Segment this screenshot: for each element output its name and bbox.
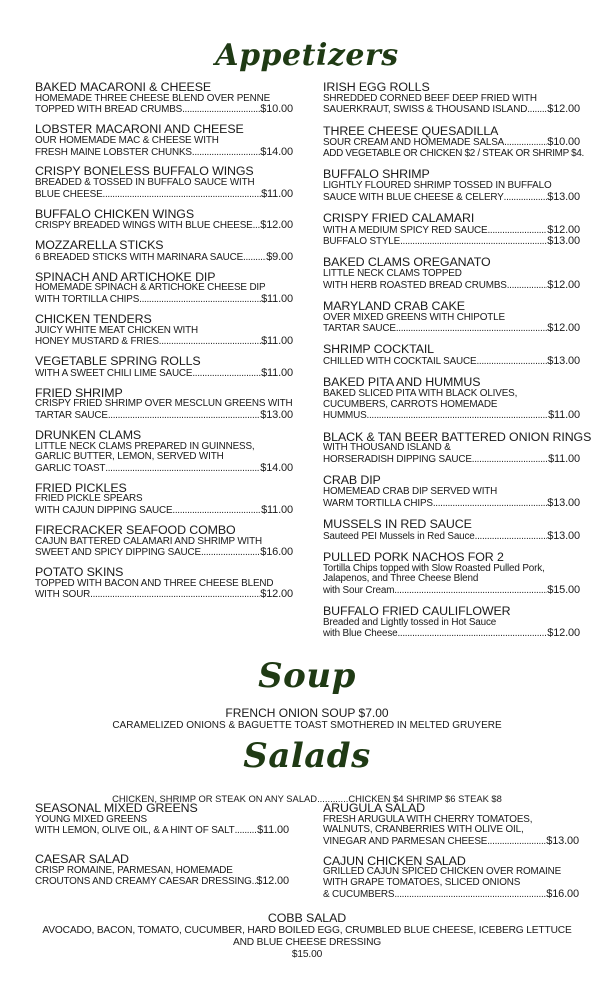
menu-item	[35, 271, 293, 306]
menu-item-description: YOUNG MIXED GREENS	[35, 813, 147, 825]
menu-item	[323, 551, 580, 597]
menu-item-name: LOBSTER MACARONI AND CHEESE	[35, 122, 244, 137]
menu-item-price: $12.00	[547, 278, 580, 291]
menu-item-name: CAESAR SALAD	[35, 851, 129, 866]
menu-item-price: $15.00	[547, 583, 580, 596]
menu-item-description: SWEET AND SPICY DIPPING SAUCE	[35, 547, 201, 559]
french-onion-soup: FRENCH ONION SOUP $7.00	[225, 706, 389, 720]
menu-item-price: $12.00	[260, 219, 293, 232]
menu-item	[35, 387, 293, 422]
dot-leader	[487, 837, 546, 848]
salad-addon-dots: ............	[317, 793, 349, 804]
menu-item-price: $12.00	[260, 588, 293, 601]
menu-item-description: BAKED SLICED PITA WITH BLACK OLIVES,	[323, 388, 518, 400]
menu-item-name: BAKED MACARONI & CHEESE	[35, 80, 212, 94]
menu-item	[323, 429, 592, 466]
menu-item-description: WITH THOUSAND ISLAND &	[323, 442, 451, 454]
menu-item-description: CRISP ROMAINE, PARMESAN, HOMEMADE	[35, 864, 233, 876]
menu-item-price-line	[323, 236, 580, 248]
dot-leader	[394, 586, 547, 597]
menu-item-price: $16.00	[260, 546, 293, 559]
menu-item-name: BUFFALO CHICKEN WINGS	[35, 206, 194, 221]
menu-item-price-line	[323, 104, 580, 116]
menu-item	[35, 123, 293, 158]
menu-item-price: $16.00	[546, 887, 579, 900]
menu-item-description: WITH GRAPE TOMATOES, SLICED ONIONS	[323, 876, 521, 888]
menu-item-name: BUFFALO SHRIMP	[323, 167, 430, 182]
menu-item	[323, 256, 580, 291]
menu-item-description: OVER MIXED GREENS WITH CHIPOTLE	[323, 311, 505, 323]
appetizers-left-column	[35, 81, 293, 608]
menu-item-description: LITTLE NECK CLAMS TOPPED	[323, 268, 462, 280]
dot-leader	[507, 281, 548, 292]
menu-item-description: WALNUTS, CRANBERRIES WITH OLIVE OIL,	[323, 824, 524, 836]
menu-item-price: $13.00	[547, 355, 580, 368]
menu-item-description: GRILLED CAJUN SPICED CHICKEN OVER ROMAINE	[323, 866, 562, 878]
menu-item-description: JUICY WHITE MEAT CHICKEN WITH	[35, 324, 198, 336]
menu-item-name: FRIED SHRIMP	[35, 385, 123, 400]
menu-item-price: $10.00	[547, 136, 580, 149]
menu-item-name: POTATO SKINS	[35, 564, 124, 579]
menu-item-price: $12.00	[547, 627, 580, 640]
menu-item-description: with Sour Cream	[323, 584, 395, 596]
menu-item-description: BLUE CHEESE	[35, 188, 103, 200]
menu-item-name: MARYLAND CRAB CAKE	[323, 298, 465, 313]
menu-item-name: CAJUN CHICKEN SALAD	[323, 853, 466, 868]
menu-item	[323, 474, 580, 509]
menu-item	[35, 429, 293, 475]
menu-item-price: $12.00	[256, 875, 289, 888]
menu-item-description: CAJUN BATTERED CALAMARI AND SHRIMP WITH	[35, 535, 262, 547]
menu-item-price-line	[35, 825, 289, 837]
menu-item-price: $11.00	[261, 503, 293, 516]
salads-left-column	[35, 802, 289, 888]
dot-leader	[253, 221, 261, 232]
menu-item-price-line	[35, 220, 293, 232]
menu-item-description: WITH TORTILLA CHIPS	[35, 294, 140, 306]
menu-item	[35, 208, 293, 232]
menu-item-price: $12.00	[547, 223, 580, 236]
menu-item-description: CRISPY FRIED SHRIMP OVER MESCLUN GREENS WITH	[35, 398, 293, 410]
menu-item-description: TOPPED WITH BREAD CRUMBS	[35, 104, 183, 116]
menu-item-price: $10.00	[260, 103, 293, 116]
menu-item-price-line	[323, 531, 580, 543]
dot-leader	[527, 105, 547, 116]
menu-item-price-line	[323, 454, 580, 466]
menu-item-description: WITH LEMON, OLIVE OIL, & A HINT OF SALT	[35, 825, 235, 837]
menu-item-description: WITH A SWEET CHILI LIME SAUCE	[35, 367, 193, 379]
menu-item-price-line	[323, 836, 579, 848]
menu-item	[323, 123, 584, 160]
salad-addon-prefix: CHICKEN, SHRIMP OR STEAK ON ANY SALAD	[112, 793, 318, 804]
menu-item-addon-note: ADD VEGETABLE OR CHICKEN $2 / STEAK OR SHRIMP $4.	[323, 147, 584, 159]
menu-item-description: LITTLE NECK CLAMS PREPARED IN GUINNESS,	[35, 440, 255, 452]
menu-item-price-line	[323, 323, 580, 335]
menu-item-description: TARTAR SAUCE	[35, 409, 108, 421]
menu-item-price-line	[35, 505, 293, 517]
cobb-salad-name: COBB SALAD	[267, 911, 347, 925]
menu-item	[35, 482, 293, 517]
menu-item-description: Breaded and Lightly tossed in Hot Sauce	[323, 616, 497, 628]
menu-item-price-line	[35, 147, 293, 159]
menu-item-price-line	[323, 225, 580, 237]
menu-item-description: SAUERKRAUT, SWISS & THOUSAND ISLAND	[323, 104, 528, 116]
menu-item-description: SAUCE WITH BLUE CHEESE & CELERY	[323, 191, 504, 203]
dot-leader	[476, 357, 547, 368]
dot-leader	[103, 190, 262, 201]
menu-item-description: FRESH MAINE LOBSTER CHUNKS	[35, 146, 192, 158]
dot-leader	[192, 369, 261, 380]
menu-item-description: SHREDDED CORNED BEEF DEEP FRIED WITH	[323, 92, 537, 104]
menu-item	[323, 605, 580, 640]
menu-item-name: BAKED CLAMS OREGANATO	[323, 255, 491, 270]
menu-item-name: SPINACH AND ARTICHOKE DIP	[35, 269, 216, 284]
menu-item-price-line	[35, 876, 289, 888]
menu-item-description: FRESH ARUGULA WITH CHERRY TOMATOES,	[323, 813, 533, 825]
menu-item-description: with Blue Cheese	[323, 628, 398, 640]
menu-item	[35, 313, 293, 348]
soup-section	[0, 706, 614, 732]
menu-item-name: SHRIMP COCKTAIL	[323, 342, 434, 357]
menu-item	[35, 239, 293, 263]
menu-item	[35, 853, 289, 888]
menu-item-price-line	[35, 589, 293, 601]
dot-leader	[400, 237, 547, 248]
menu-item-description: WITH SOUR	[35, 589, 91, 601]
menu-item	[35, 566, 293, 601]
menu-item-description: SOUR CREAM AND HOMEMADE SALSA	[323, 137, 505, 149]
menu-item-price-line	[35, 294, 293, 306]
menu-item-description: WARM TORTILLA CHIPS	[323, 497, 433, 509]
menu-item-name: CHICKEN TENDERS	[35, 311, 152, 326]
menu-item-name: PULLED PORK NACHOS FOR 2	[323, 549, 504, 564]
menu-item-price-line	[35, 463, 293, 475]
menu-item	[323, 81, 580, 116]
menu-item-price: $13.00	[260, 408, 293, 421]
menu-item-price-line	[323, 280, 580, 292]
menu-item-description: TARTAR SAUCE	[323, 323, 396, 335]
menu-item-name: BAKED PITA AND HUMMUS	[323, 375, 481, 390]
menu-item-price-line	[323, 410, 580, 422]
menu-item-price-line	[35, 410, 293, 422]
menu-item-name: DRUNKEN CLAMS	[35, 427, 142, 442]
salads-heading: Salads	[243, 736, 371, 776]
soup-heading: Soup	[258, 656, 356, 696]
menu-item-description: FRIED PICKLE SPEARS	[35, 493, 143, 505]
menu-item-description: GARLIC TOAST	[35, 462, 106, 474]
dot-leader	[472, 455, 548, 466]
menu-item-price: $13.00	[546, 834, 579, 847]
menu-item-description: Jalapenos, and Three Cheese Blend	[323, 573, 479, 585]
menu-item-description: Sauteed PEI Mussels in Red Sauce	[323, 530, 475, 542]
menu-item-price: $13.00	[547, 190, 580, 203]
menu-item-description: 6 BREADED STICKS WITH MARINARA SAUCE	[35, 251, 244, 263]
dot-leader	[201, 548, 260, 559]
menu-item-description: LIGHTLY FLOURED SHRIMP TOSSED IN BUFFALO	[323, 179, 552, 191]
menu-item	[35, 81, 293, 116]
menu-item-price: $13.00	[547, 529, 580, 542]
dot-leader	[504, 193, 548, 204]
menu-item-name: SEASONAL MIXED GREENS	[35, 801, 198, 815]
menu-item-description: VINEGAR AND PARMESAN CHEESE	[323, 835, 488, 847]
menu-item-description: HORSERADISH DIPPING SAUCE	[323, 454, 472, 466]
salad-addon-prices: CHICKEN $4 SHRIMP $6 STEAK $8	[348, 793, 502, 804]
menu-item-price-line	[35, 368, 293, 380]
menu-item-price-line	[323, 585, 580, 597]
menu-item-description: HOMEMADE THREE CHEESE BLEND OVER PENNE	[35, 92, 271, 104]
menu-item-description: TOPPED WITH BACON AND THREE CHEESE BLEND	[35, 577, 274, 589]
cobb-salad-desc1: AVOCADO, BACON, TOMATO, CUCUMBER, HARD BOILED EGG, CRUMBLED BLUE CHEESE, ICEBERG LETTUCE	[42, 925, 572, 936]
menu-item-description: HONEY MUSTARD & FRIES	[35, 336, 159, 348]
dot-leader	[397, 629, 547, 640]
menu-item-name: MUSSELS IN RED SAUCE	[323, 516, 472, 531]
menu-item-price: $12.00	[547, 322, 580, 335]
menu-item	[323, 376, 580, 422]
menu-item-description: CRISPY BREADED WINGS WITH BLUE CHEESE	[35, 220, 253, 232]
dot-leader	[475, 532, 548, 543]
dot-leader	[105, 464, 260, 475]
menu-item-name: ARUGULA SALAD	[323, 801, 425, 815]
dot-leader	[235, 826, 258, 837]
menu-item-description: HOMEMADE SPINACH & ARTICHOKE CHEESE DIP	[35, 282, 266, 294]
menu-item-price: $11.00	[548, 453, 580, 466]
appetizers-right-column	[323, 80, 592, 649]
menu-item-description: GARLIC BUTTER, LEMON, SERVED WITH	[35, 451, 224, 463]
menu-item	[323, 168, 580, 203]
menu-item-name: BUFFALO FRIED CAULIFLOWER	[323, 603, 511, 618]
menu-item	[323, 212, 580, 248]
dot-leader	[108, 411, 260, 422]
dot-leader	[396, 324, 547, 335]
dot-leader	[367, 411, 549, 422]
menu-item-description: OUR HOMEMADE MAC & CHEESE WITH	[35, 134, 219, 146]
menu-item-description: CUCUMBERS, CARROTS HOMEMADE	[323, 398, 498, 410]
menu-item-description: BREADED & TOSSED IN BUFFALO SAUCE WITH	[35, 177, 255, 189]
dot-leader	[90, 590, 260, 601]
menu-item-description: WITH A MEDIUM SPICY RED SAUCE	[323, 224, 488, 236]
menu-item-description: CROUTONS AND CREAMY CAESAR DRESSING.	[35, 876, 255, 888]
dot-leader	[487, 226, 547, 237]
menu-item-price: $14.00	[260, 145, 293, 158]
menu-item	[35, 165, 293, 200]
menu-item-price-line	[323, 356, 580, 368]
menu-item-description: WITH HERB ROASTED BREAD CRUMBS	[323, 279, 507, 291]
salads-right-column	[323, 802, 579, 907]
menu-item	[323, 518, 580, 542]
menu-item-price-line	[35, 189, 293, 201]
soup-description: CARAMELIZED ONIONS & BAGUETTE TOAST SMOTHERED IN MELTED GRUYERE	[112, 720, 502, 731]
menu-item-price: $13.00	[547, 496, 580, 509]
menu-item	[323, 855, 579, 901]
menu-item	[35, 524, 293, 559]
dot-leader	[192, 148, 260, 159]
menu-item-description: BUFFALO STYLE	[323, 236, 401, 248]
cobb-salad-desc2: AND BLUE CHEESE DRESSING	[232, 936, 382, 948]
menu-item-description: CHILLED WITH COCKTAIL SAUCE	[323, 356, 477, 368]
menu-item-name: MOZZARELLA STICKS	[35, 238, 164, 253]
menu-item-price: $11.00	[261, 293, 293, 306]
menu-item-price-line	[323, 628, 580, 640]
dot-leader	[243, 253, 266, 264]
menu-item-price-line	[323, 192, 580, 204]
menu-item-name: CRISPY FRIED CALAMARI	[323, 210, 475, 225]
appetizers-heading: Appetizers	[215, 38, 399, 73]
cobb-salad-price: $15.00	[291, 948, 323, 960]
dot-leader	[172, 506, 261, 517]
menu-item-price: $14.00	[260, 461, 293, 474]
dot-leader	[433, 499, 547, 510]
menu-item-name: BLACK & TAN BEER BATTERED ONION RINGS	[323, 429, 592, 444]
menu-item-price-line	[35, 547, 293, 559]
menu-item-price-line	[323, 889, 579, 901]
menu-item-price: $11.00	[257, 824, 289, 837]
menu-item-description: WITH CAJUN DIPPING SAUCE	[35, 504, 173, 516]
menu-item-price-line	[35, 252, 293, 264]
dot-leader	[159, 337, 261, 348]
cobb-salad	[0, 912, 614, 960]
menu-item-description: HOMEMEAD CRAB DIP SERVED WITH	[323, 486, 498, 497]
menu-item-price: $11.00	[261, 335, 293, 348]
menu-item-price-line	[323, 498, 580, 510]
menu-item-name: CRAB DIP	[323, 473, 381, 488]
menu-item-price: $11.00	[261, 366, 293, 379]
menu-item	[35, 355, 293, 379]
menu-item-name: CRISPY BONELESS BUFFALO WINGS	[35, 164, 254, 179]
menu-item-price: $13.00	[547, 235, 580, 248]
dot-leader	[394, 890, 546, 901]
menu-item-price: $11.00	[261, 187, 293, 200]
menu-item-name: THREE CHEESE QUESADILLA	[323, 123, 499, 138]
menu-item-name: FIRECRACKER SEAFOOD COMBO	[35, 522, 236, 537]
menu-item-description: HUMMUS	[323, 410, 367, 422]
menu-item-price: $12.00	[547, 103, 580, 116]
menu-item-price-line	[35, 336, 293, 348]
menu-item	[323, 802, 579, 848]
menu-item-price-line	[35, 104, 293, 116]
menu-item-name: IRISH EGG ROLLS	[323, 80, 430, 94]
menu-item	[323, 300, 580, 335]
dot-leader	[182, 105, 260, 116]
menu-item-price: $9.00	[266, 250, 293, 263]
menu-item-description: & CUCUMBERS	[323, 888, 395, 900]
menu-item-description: Tortilla Chips topped with Slow Roasted Pulled Pork,	[323, 562, 545, 574]
menu-item	[323, 343, 580, 367]
menu-item-name: VEGETABLE SPRING ROLLS	[35, 354, 201, 369]
dot-leader	[139, 295, 261, 306]
menu-item	[35, 802, 289, 837]
menu-item-name: FRIED PICKLES	[35, 480, 127, 495]
menu-item-price: $11.00	[548, 409, 580, 422]
